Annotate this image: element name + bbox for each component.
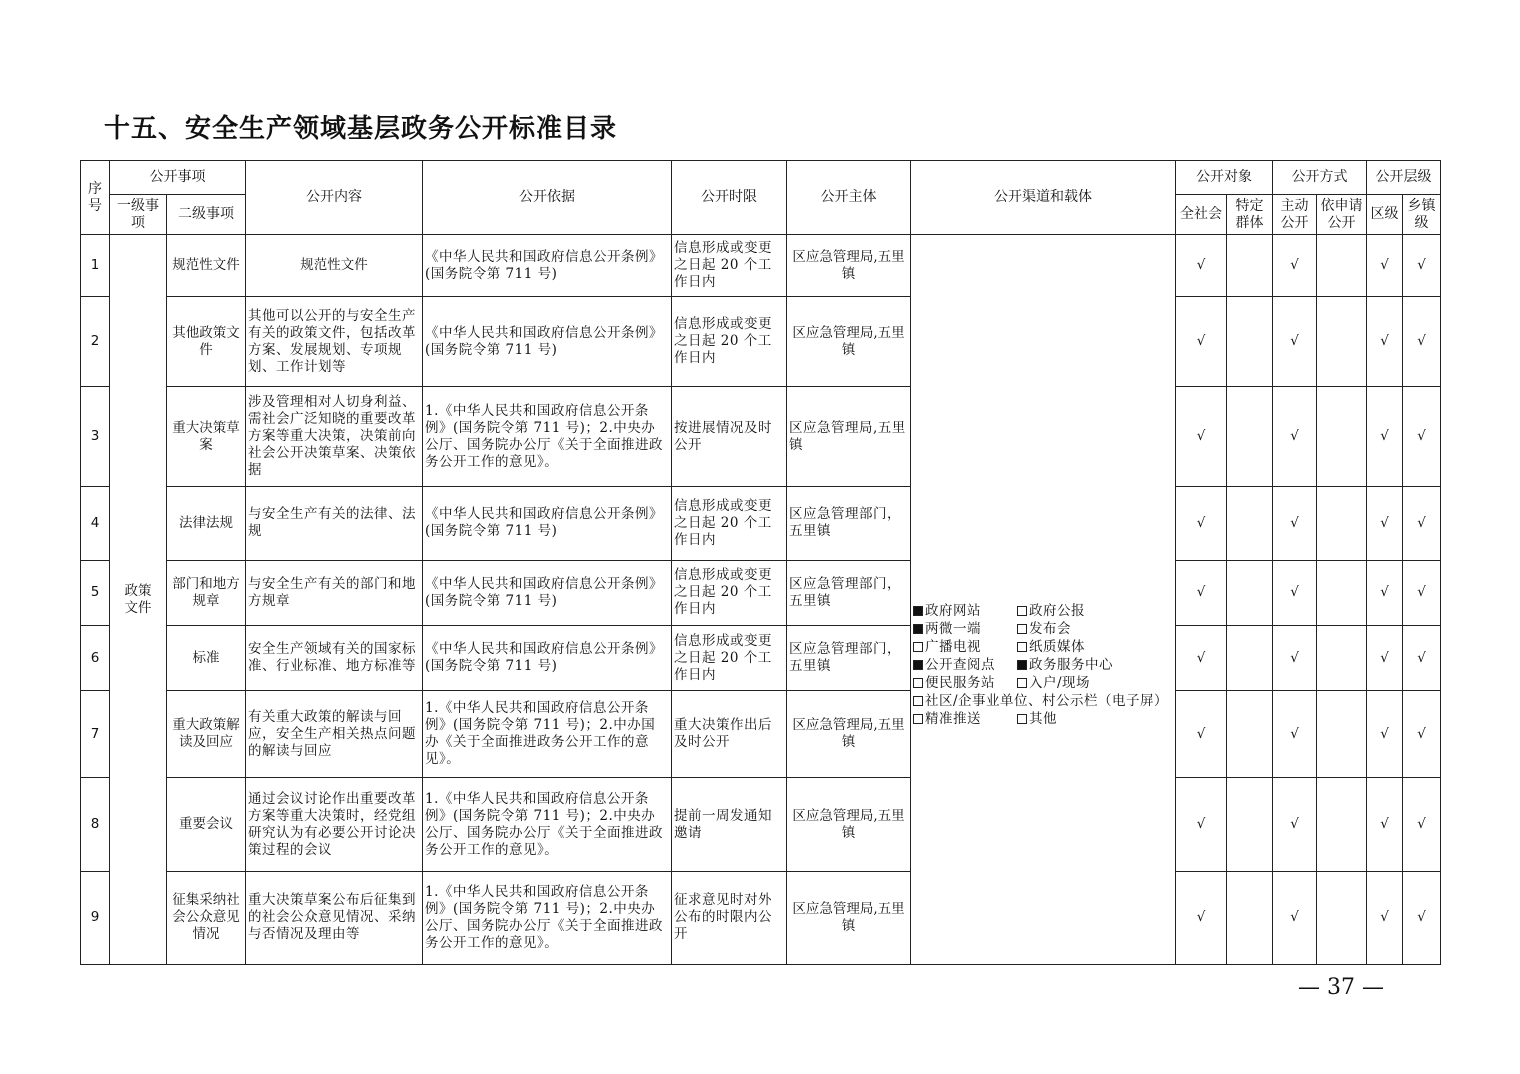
basis-cell: 1.《中华人民共和国政府信息公开条例》(国务院令第 711 号)；2.中办国办《关于全面推进政务公开工作的意见》。 xyxy=(423,691,672,778)
subject-cell: 区应急管理局,五里镇 xyxy=(787,871,911,964)
header-seq: 序号 xyxy=(81,161,110,235)
active-check: √ xyxy=(1273,871,1317,964)
channel-label: 纸质媒体 xyxy=(1029,638,1085,655)
header-subject: 公开主体 xyxy=(787,161,911,235)
table-row xyxy=(81,235,1441,297)
request-check xyxy=(1317,871,1367,964)
content-cell: 规范性文件 xyxy=(246,235,423,297)
request-check xyxy=(1317,297,1367,387)
channel-label: 两微一端 xyxy=(925,620,981,637)
channel-row xyxy=(913,710,1173,728)
checked-box-icon xyxy=(1017,660,1027,670)
active-check: √ xyxy=(1273,387,1317,486)
channel-row xyxy=(913,692,1173,710)
request-check xyxy=(1317,560,1367,625)
content-cell: 通过会议讨论作出重要改革方案等重大决策时，经党组研究认为有必要公开讨论决策过程的会议 xyxy=(246,778,423,871)
header-deadline: 公开时限 xyxy=(672,161,787,235)
table-row xyxy=(81,626,1441,691)
unchecked-box-icon xyxy=(913,714,923,724)
deadline-cell: 重大决策作出后及时公开 xyxy=(672,691,787,778)
row-number: 1 xyxy=(81,235,110,297)
basis-cell: 《中华人民共和国政府信息公开条例》(国务院令第 711 号) xyxy=(423,560,672,625)
header-method-active: 主动公开 xyxy=(1273,195,1317,235)
header-tier: 公开层级 xyxy=(1367,161,1441,195)
table-row xyxy=(81,871,1441,964)
channel-label: 精准推送 xyxy=(925,710,981,727)
level1-item: 政策文件 xyxy=(110,235,167,965)
district-check: √ xyxy=(1367,778,1403,871)
channel-option xyxy=(913,620,1017,638)
target-all-check: √ xyxy=(1176,691,1227,778)
table-row xyxy=(81,691,1441,778)
channel-label: 公开查阅点 xyxy=(925,656,995,673)
target-group-check xyxy=(1227,560,1273,625)
header-level2: 二级事项 xyxy=(167,195,246,235)
target-group-check xyxy=(1227,235,1273,297)
channel-option xyxy=(913,674,1017,692)
channel-label: 社区/企事业单位、村公示栏（电子屏） xyxy=(925,692,1169,709)
channel-label: 广播电视 xyxy=(925,638,981,655)
town-check: √ xyxy=(1403,560,1441,625)
header-target-group: 特定群体 xyxy=(1227,195,1273,235)
active-check: √ xyxy=(1273,297,1317,387)
level2-item: 征集采纳社会公众意见情况 xyxy=(167,871,246,964)
channel-option xyxy=(913,692,1168,710)
target-all-check: √ xyxy=(1176,235,1227,297)
level2-item: 规范性文件 xyxy=(167,235,246,297)
subject-cell: 区应急管理局,五里镇 xyxy=(787,235,911,297)
target-all-check: √ xyxy=(1176,297,1227,387)
channel-option xyxy=(913,638,1017,656)
target-all-check: √ xyxy=(1176,560,1227,625)
standard-catalog-table xyxy=(80,160,1441,965)
town-check: √ xyxy=(1403,387,1441,486)
checked-box-icon xyxy=(913,624,923,634)
basis-cell: 《中华人民共和国政府信息公开条例》(国务院令第 711 号) xyxy=(423,235,672,297)
subject-cell: 区应急管理部门，五里镇 xyxy=(787,626,911,691)
active-check: √ xyxy=(1273,778,1317,871)
channel-row xyxy=(913,674,1173,692)
level2-item: 法律法规 xyxy=(167,486,246,560)
active-check: √ xyxy=(1273,560,1317,625)
channel-label: 便民服务站 xyxy=(925,674,995,691)
district-check: √ xyxy=(1367,691,1403,778)
header-content: 公开内容 xyxy=(246,161,423,235)
channel-label: 政务服务中心 xyxy=(1029,656,1113,673)
level2-item: 其他政策文件 xyxy=(167,297,246,387)
target-all-check: √ xyxy=(1176,626,1227,691)
subject-cell: 区应急管理局,五里镇 xyxy=(787,297,911,387)
request-check xyxy=(1317,387,1367,486)
channel-label: 发布会 xyxy=(1029,620,1071,637)
channel-row xyxy=(913,638,1173,656)
header-basis: 公开依据 xyxy=(423,161,672,235)
town-check: √ xyxy=(1403,626,1441,691)
town-check: √ xyxy=(1403,691,1441,778)
row-number: 9 xyxy=(81,871,110,964)
town-check: √ xyxy=(1403,871,1441,964)
row-number: 3 xyxy=(81,387,110,486)
target-group-check xyxy=(1227,691,1273,778)
channel-option xyxy=(913,602,1017,620)
district-check: √ xyxy=(1367,297,1403,387)
page-number: — 37 — xyxy=(1298,975,1384,1000)
channel-option xyxy=(1017,638,1085,656)
level2-item: 重要会议 xyxy=(167,778,246,871)
town-check: √ xyxy=(1403,778,1441,871)
active-check: √ xyxy=(1273,235,1317,297)
request-check xyxy=(1317,626,1367,691)
subject-cell: 区应急管理部门，五里镇 xyxy=(787,560,911,625)
channel-option xyxy=(1017,674,1090,692)
target-all-check: √ xyxy=(1176,778,1227,871)
deadline-cell: 提前一周发通知邀请 xyxy=(672,778,787,871)
active-check: √ xyxy=(1273,486,1317,560)
channel-label: 政府公报 xyxy=(1029,602,1085,619)
deadline-cell: 按进展情况及时公开 xyxy=(672,387,787,486)
header-target-all: 全社会 xyxy=(1176,195,1227,235)
page-title: 十五、安全生产领域基层政务公开标准目录 xyxy=(104,114,618,144)
subject-cell: 区应急管理局,五里镇 xyxy=(787,778,911,871)
checked-box-icon xyxy=(913,606,923,616)
deadline-cell: 信息形成或变更之日起 20 个工作日内 xyxy=(672,235,787,297)
unchecked-box-icon xyxy=(913,678,923,688)
table-row xyxy=(81,486,1441,560)
unchecked-box-icon xyxy=(913,642,923,652)
channel-option xyxy=(1017,656,1113,674)
subject-cell: 区应急管理局,五里镇 xyxy=(787,691,911,778)
request-check xyxy=(1317,486,1367,560)
channel-row xyxy=(913,656,1173,674)
row-number: 4 xyxy=(81,486,110,560)
unchecked-box-icon xyxy=(1017,606,1027,616)
content-cell: 有关重大政策的解读与回应，安全生产相关热点问题的解读与回应 xyxy=(246,691,423,778)
unchecked-box-icon xyxy=(1017,678,1027,688)
unchecked-box-icon xyxy=(1017,642,1027,652)
district-check: √ xyxy=(1367,626,1403,691)
basis-cell: 《中华人民共和国政府信息公开条例》(国务院令第 711 号) xyxy=(423,297,672,387)
subject-cell: 区应急管理局,五里镇 xyxy=(787,387,911,486)
deadline-cell: 信息形成或变更之日起 20 个工作日内 xyxy=(672,297,787,387)
table-row xyxy=(81,387,1441,486)
deadline-cell: 信息形成或变更之日起 20 个工作日内 xyxy=(672,626,787,691)
basis-cell: 1.《中华人民共和国政府信息公开条例》(国务院令第 711 号)；2.中央办公厅、国务院办公厅《关于全面推进政务公开工作的意见》。 xyxy=(423,778,672,871)
channel-label: 其他 xyxy=(1029,710,1057,727)
content-cell: 与安全生产有关的部门和地方规章 xyxy=(246,560,423,625)
deadline-cell: 信息形成或变更之日起 20 个工作日内 xyxy=(672,486,787,560)
target-group-check xyxy=(1227,486,1273,560)
target-group-check xyxy=(1227,871,1273,964)
channel-option xyxy=(913,710,1017,728)
town-check: √ xyxy=(1403,235,1441,297)
header-level1: 一级事项 xyxy=(110,195,167,235)
header-tier-town: 乡镇级 xyxy=(1403,195,1441,235)
request-check xyxy=(1317,235,1367,297)
content-cell: 涉及管理相对人切身利益、需社会广泛知晓的重要改革方案等重大决策，决策前向社会公开决策草案、决策依据 xyxy=(246,387,423,486)
active-check: √ xyxy=(1273,691,1317,778)
basis-cell: 《中华人民共和国政府信息公开条例》(国务院令第 711 号) xyxy=(423,626,672,691)
channel-label: 入户/现场 xyxy=(1029,674,1091,691)
channel-option xyxy=(1017,602,1085,620)
district-check: √ xyxy=(1367,560,1403,625)
request-check xyxy=(1317,691,1367,778)
header-target: 公开对象 xyxy=(1176,161,1273,195)
request-check xyxy=(1317,778,1367,871)
target-all-check: √ xyxy=(1176,387,1227,486)
target-group-check xyxy=(1227,297,1273,387)
target-all-check: √ xyxy=(1176,871,1227,964)
header-method: 公开方式 xyxy=(1273,161,1367,195)
channel-option xyxy=(1017,710,1057,728)
level2-item: 部门和地方规章 xyxy=(167,560,246,625)
target-all-check: √ xyxy=(1176,486,1227,560)
table-row xyxy=(81,560,1441,625)
district-check: √ xyxy=(1367,235,1403,297)
subject-cell: 区应急管理部门，五里镇 xyxy=(787,486,911,560)
district-check: √ xyxy=(1367,871,1403,964)
row-number: 5 xyxy=(81,560,110,625)
channel-option xyxy=(913,656,1017,674)
deadline-cell: 信息形成或变更之日起 20 个工作日内 xyxy=(672,560,787,625)
level2-item: 标准 xyxy=(167,626,246,691)
basis-cell: 1.《中华人民共和国政府信息公开条例》(国务院令第 711 号)；2.中央办公厅、国务院办公厅《关于全面推进政务公开工作的意见》。 xyxy=(423,387,672,486)
header-matter: 公开事项 xyxy=(110,161,246,195)
table-row xyxy=(81,297,1441,387)
unchecked-box-icon xyxy=(1017,714,1027,724)
row-number: 7 xyxy=(81,691,110,778)
table-row xyxy=(81,778,1441,871)
content-cell: 其他可以公开的与安全生产有关的政策文件，包括改革方案、发展规划、专项规划、工作计划等 xyxy=(246,297,423,387)
unchecked-box-icon xyxy=(913,696,923,706)
deadline-cell: 征求意见时对外公布的时限内公开 xyxy=(672,871,787,964)
header-tier-district: 区级 xyxy=(1367,195,1403,235)
level2-item: 重大决策草案 xyxy=(167,387,246,486)
town-check: √ xyxy=(1403,486,1441,560)
header-channels: 公开渠道和载体 xyxy=(911,161,1176,235)
channel-option xyxy=(1017,620,1071,638)
target-group-check xyxy=(1227,778,1273,871)
content-cell: 重大决策草案公布后征集到的社会公众意见情况、采纳与否情况及理由等 xyxy=(246,871,423,964)
channel-row xyxy=(913,602,1173,620)
target-group-check xyxy=(1227,387,1273,486)
checked-box-icon xyxy=(913,660,923,670)
basis-cell: 1.《中华人民共和国政府信息公开条例》(国务院令第 711 号)；2.中央办公厅、国务院办公厅《关于全面推进政务公开工作的意见》。 xyxy=(423,871,672,964)
row-number: 6 xyxy=(81,626,110,691)
content-cell: 安全生产领域有关的国家标准、行业标准、地方标准等 xyxy=(246,626,423,691)
channels-cell xyxy=(911,235,1176,965)
channel-row xyxy=(913,620,1173,638)
unchecked-box-icon xyxy=(1017,624,1027,634)
level2-item: 重大政策解读及回应 xyxy=(167,691,246,778)
content-cell: 与安全生产有关的法律、法规 xyxy=(246,486,423,560)
target-group-check xyxy=(1227,626,1273,691)
row-number: 8 xyxy=(81,778,110,871)
channel-label: 政府网站 xyxy=(925,602,981,619)
row-number: 2 xyxy=(81,297,110,387)
district-check: √ xyxy=(1367,486,1403,560)
header-method-request: 依申请公开 xyxy=(1317,195,1367,235)
basis-cell: 《中华人民共和国政府信息公开条例》(国务院令第 711 号) xyxy=(423,486,672,560)
active-check: √ xyxy=(1273,626,1317,691)
town-check: √ xyxy=(1403,297,1441,387)
district-check: √ xyxy=(1367,387,1403,486)
